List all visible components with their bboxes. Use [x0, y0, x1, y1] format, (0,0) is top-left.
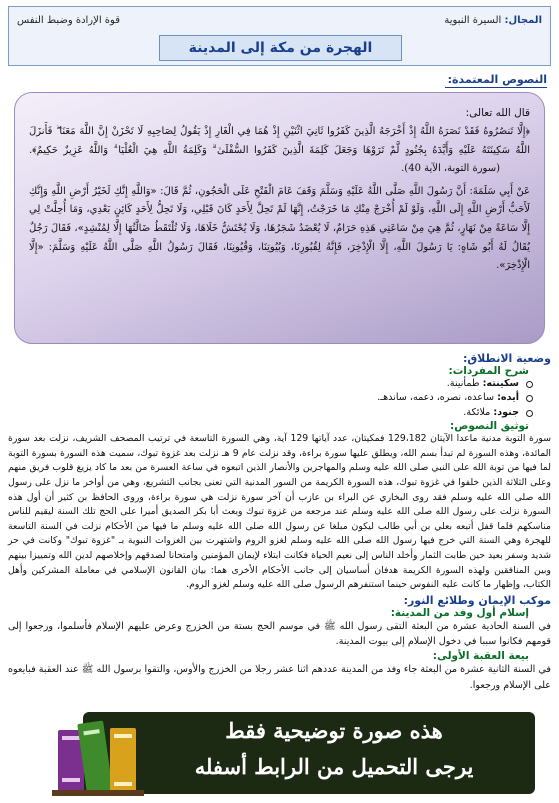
texts-heading: النصوص المعتمدة:	[447, 73, 547, 86]
quran-verse-text: ﴿إِلَّا تَنصُرُوهُ فَقَدْ نَصَرَهُ اللَّهُ إِذْ أَخْرَجَهُ الَّذِينَ كَفَرُوا ثَانِيَ اثْنَيْنِ إِذْ هُمَا فِي الْغَارِ إِذْ يَقُولُ لِصَاحِبِهِ لَا تَحْزَنْ إِنَّ اللَّهَ مَعَنَا ۖ فَأَنزَلَ اللَّهُ سَكِينَتَهُ عَلَيْهِ وَأَيَّدَهُ بِجُنُودٍ لَّمْ تَرَوْهَا وَجَعَلَ كَلِمَةَ الَّذِينَ كَفَرُوا السُّفْلَىٰ ۗ وَكَلِمَةُ اللَّهِ هِيَ الْعُلْيَا ۗ وَاللَّهُ عَزِيزٌ حَكِيمٌ﴾.	[29, 126, 530, 156]
field-key: المجال:	[504, 15, 542, 26]
bullet-icon	[526, 395, 533, 402]
first-delegation-heading: إسلام أول وفد من المدينة:	[390, 606, 529, 619]
quran-verse	[29, 123, 530, 179]
situation-heading: وضعية الانطلاق:	[462, 352, 551, 365]
first-pledge-text: في السنة الثانية عشرة من البعثة جاء وفد من المدينة عددهم اثنا عشر رجلا من الخزرج والأوس، والتقوا برسول الله ﷺ عند العقبة فبايعوه على الإسلام ورجعوا.	[8, 663, 551, 691]
field-label	[444, 15, 542, 26]
first-pledge-heading: بيعة العقبة الأولى:	[432, 649, 529, 662]
list-item: سكينته: طمأنينة.	[8, 377, 533, 391]
first-delegation-text: في السنة الحادية عشرة من البعثة التقى رسول الله ﷺ في موسم الحج بستة من الخزرج وعرض عليهم الإسلام فأسلموا، ورجعوا إلى قومهم فكانوا سببا في دخول الإسلام إلى بيوت المدينة.	[8, 620, 551, 648]
verse-reference: (سورة التوبة، الآية 40).	[401, 163, 500, 175]
books-icon	[52, 712, 172, 798]
bullet-icon	[526, 410, 533, 417]
lesson-title: الهجرة من مكة إلى المدينة	[159, 35, 402, 61]
vocab-list	[8, 377, 533, 420]
banner-line-1: هذه صورة توضيحية فقط	[225, 718, 443, 743]
quote-intro: قال الله تعالى:	[465, 107, 530, 119]
bullet-icon	[526, 381, 533, 388]
banner-line-2: يرجى التحميل من الرابط أسفله	[194, 754, 474, 779]
hadith-text: عَنْ أَبِي سَلَمَةَ: أَنَّ رَسُولَ اللَّهِ صَلَّى اللَّهُ عَلَيْهِ وَسَلَّمَ وَقَفَ عَامَ الْفَتْحِ عَلَى الْحَجُونِ، ثُمَّ قَالَ: «وَاللَّهِ إِنَّكِ لَخَيْرُ أَرْضِ اللَّهِ وَإِنَّكِ لَأَحَبُّ أَرْضِ اللَّهِ إِلَى اللَّهِ، وَلَوْ لَمْ أُخْرَجْ مِنْكِ مَا خَرَجْتُ، إِنَّهَا لَمْ تَحِلَّ لِأَحَدٍ كَانَ قَبْلِي، وَلَا تَحِلُّ لِأَحَدٍ كَائِنٍ بَعْدِي، وَمَا أُحِلَّتْ لِي إِلَّا سَاعَةً مِنْ نَهَارٍ، ثُمَّ هِيَ مِنْ سَاعَتِي هَذِهِ حَرَامٌ، لَا يُعْضَدُ شَجَرُهَا، وَلَا يُحْتَشُّ خَلَاهَا، وَلَا تُلْتَقَطُ ضَالَّتُهَا إِلَّا لِمُنْشِدٍ»، فَقَالَ رَجُلٌ يُقَالُ لَهُ أَبُو شَاهٍ: يَا رَسُولَ اللَّهِ، إِلَّا الْإِذْخِرَ، فَإِنَّهُ لِقُبُورِنَا، وَبُيُوتِنَا، وَقُيُونِنَا، فَقَالَ رَسُولُ اللَّهِ صَلَّى اللَّهُ عَلَيْهِ وَسَلَّمَ: «إِلَّا الْإِذْخِرَ».	[29, 185, 530, 272]
field-value: السيرة النبوية	[444, 15, 502, 26]
faith-procession-heading: موكب الإيمان وطلائع النور:	[403, 593, 551, 607]
documentation-heading: توثيق النصوص:	[450, 420, 529, 433]
lesson-body	[8, 351, 551, 693]
unit-label: قوة الإرادة وضبط النفس	[17, 15, 120, 26]
lesson-header	[8, 6, 551, 66]
list-item: أيده: ساعده، نصره، دعمه، ساندهـ.	[8, 391, 533, 405]
documentation-text: سورة التوبة مدنية ماعدا الآيتان 129،182 فمكيتان، عدد آياتها 129 آية، وهي السورة التاسعة في ترتيب المصحف الشريف، نزلت بعد سورة المائدة، وهذه السورة لم تبدأ بسم الله، ويطلق عليها سورة براءة، وقد نزلت عام 9 هـ نزلت بعد غزوة تبوك، سميت هذه السورة بسورة التوبة لما فيها من توبة الله على النبي صلى الله عليه وسلم والمهاجرين والأنصار الذين اتبعوه في ساعة العسرة من بعد ما كاد يزيغ قلوب فريق منهم وعلى الثلاثة الذين خلفوا في غزوة تبوك، هذه السورة الكريمة من السور المدنية التي تعنى بجانب التشريع، وهي من أواخر ما نزل على رسول الله صلى الله عليه وسلم فقد روى البخاري عن البراء بن عازب أن آخر سورة نزلت هي سورة براءة، وروى الحافظ بن كثير أن أول هذه السورة نزلت على رسول الله صلى الله عليه وسلم عند مرجعه من غزوة تبوك وبعث أبا بكر الصديق أميرا على الحج تلك السنة ليقيم للناس مناسكهم فلما قفل أتبعه بعلي بن أبي طالب ليكون مبلغا عن رسول الله صلى الله عليه وسلم ما فيها من الأحكام نزلت في السنة التاسعة للهجرة وهي السنة التي خرج فيها رسول الله صلى الله عليه وسلم لغزو الروم واشتهرت بين الغزوات النبوية بـ "غزوة تبوك" وكانت في حر شديد وسفر بعيد حين طابت الثمار وأخلد الناس إلى نعيم الحياة فكانت ابتلاء لإيمان المؤمنين وامتحانا لصدقهم وإخلاصهم لدين الله وتمييزا بينهم وبين المنافقين ولهذه السورة الكريمة هدفان أساسيان إلى جانب الأحكام الأخرى هما: بيان القانون الإسلامي في معاملة المشركين وأهل الكتاب، وإظهار ما كانت عليه النفوس حينما استنفرهم الرسول صلى الله عليه وسلم لغزو الروم.	[8, 433, 551, 591]
vocab-heading: شرح المفردات:	[448, 365, 529, 377]
quote-box	[14, 92, 545, 344]
list-item: جنود: ملائكة.	[8, 406, 533, 420]
